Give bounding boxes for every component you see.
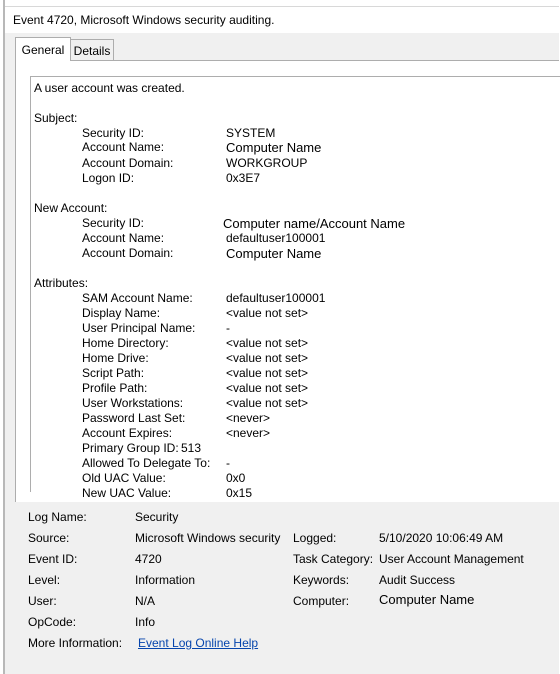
field-label: Display Name: — [82, 306, 161, 320]
field-value: <never> — [226, 411, 271, 425]
field-value: WORKGROUP — [226, 156, 308, 170]
source-label: Source: — [28, 531, 70, 545]
field-label: Logon ID: — [82, 171, 135, 185]
field-label: Old UAC Value: — [82, 471, 166, 485]
opcode-value: Info — [135, 615, 156, 629]
field-value: defaultuser100001 — [226, 291, 326, 305]
field-label: Home Directory: — [82, 336, 169, 350]
tab-details[interactable]: Details — [71, 39, 114, 61]
event-id-label: Event ID: — [28, 552, 78, 566]
field-value: 0x0 — [226, 471, 246, 485]
source-value: Microsoft Windows security — [135, 531, 281, 545]
field-label: Profile Path: — [82, 381, 148, 395]
level-label: Level: — [28, 573, 61, 587]
field-label: Script Path: — [82, 366, 145, 380]
event-log-online-help-link[interactable]: Event Log Online Help — [138, 636, 259, 650]
field-value: <never> — [226, 426, 271, 440]
field-value: <value not set> — [226, 351, 309, 365]
field-label: SAM Account Name: — [82, 291, 193, 305]
user-value: N/A — [135, 594, 156, 608]
field-label: Password Last Set: — [82, 411, 186, 425]
field-value: Computer name/Account Name — [223, 216, 406, 231]
keywords-value: Audit Success — [379, 573, 456, 587]
field-label: Allowed To Delegate To: — [82, 456, 211, 470]
field-label: Home Drive: — [82, 351, 149, 365]
field-value: 513 — [181, 441, 202, 455]
field-label: Primary Group ID: — [82, 441, 179, 455]
field-label: Account Name: — [82, 140, 165, 154]
log-name-value: Security — [135, 510, 179, 524]
field-label: New UAC Value: — [82, 486, 172, 500]
computer-label: Computer: — [293, 594, 350, 608]
log-name-label: Log Name: — [28, 510, 87, 524]
new-account-heading: New Account: — [34, 201, 108, 215]
field-value: <value not set> — [226, 366, 309, 380]
window-title: Event 4720, Microsoft Windows security auditing. — [13, 13, 275, 27]
logged-label: Logged: — [293, 531, 337, 545]
field-value: SYSTEM — [226, 126, 276, 140]
field-value: defaultuser100001 — [226, 231, 326, 245]
keywords-label: Keywords: — [293, 573, 350, 587]
field-label: Security ID: — [82, 126, 145, 140]
field-value: 0x15 — [226, 486, 253, 500]
level-value: Information — [135, 573, 196, 587]
field-value: Computer Name — [226, 246, 322, 261]
tab-general[interactable]: General — [15, 37, 71, 61]
field-value: <value not set> — [226, 336, 309, 350]
field-value: Computer Name — [226, 140, 322, 155]
title-bar — [5, 6, 559, 34]
field-value: - — [226, 456, 230, 470]
field-label: Account Domain: — [82, 246, 174, 260]
subject-heading: Subject: — [34, 111, 78, 125]
attributes-heading: Attributes: — [34, 276, 89, 290]
field-value: - — [226, 321, 230, 335]
field-label: User Principal Name: — [82, 321, 196, 335]
field-value: 0x3E7 — [226, 171, 261, 185]
task-category-value: User Account Management — [379, 552, 524, 566]
field-label: Security ID: — [82, 216, 145, 230]
more-information-label: More Information: — [28, 636, 123, 650]
field-label: User Workstations: — [82, 396, 184, 410]
user-label: User: — [28, 594, 57, 608]
field-value: <value not set> — [226, 306, 309, 320]
opcode-label: OpCode: — [28, 615, 77, 629]
event-description-textbox[interactable] — [30, 76, 560, 500]
field-label: Account Name: — [82, 231, 165, 245]
description-intro: A user account was created. — [34, 81, 185, 95]
field-value: <value not set> — [226, 381, 309, 395]
task-category-label: Task Category: — [293, 552, 374, 566]
field-value: <value not set> — [226, 396, 309, 410]
field-label: Account Expires: — [82, 426, 173, 440]
event-id-value: 4720 — [135, 552, 162, 566]
event-details — [28, 506, 559, 666]
computer-value: Computer Name — [379, 592, 475, 607]
field-label: Account Domain: — [82, 156, 174, 170]
logged-value: 5/10/2020 10:06:49 AM — [379, 531, 504, 545]
